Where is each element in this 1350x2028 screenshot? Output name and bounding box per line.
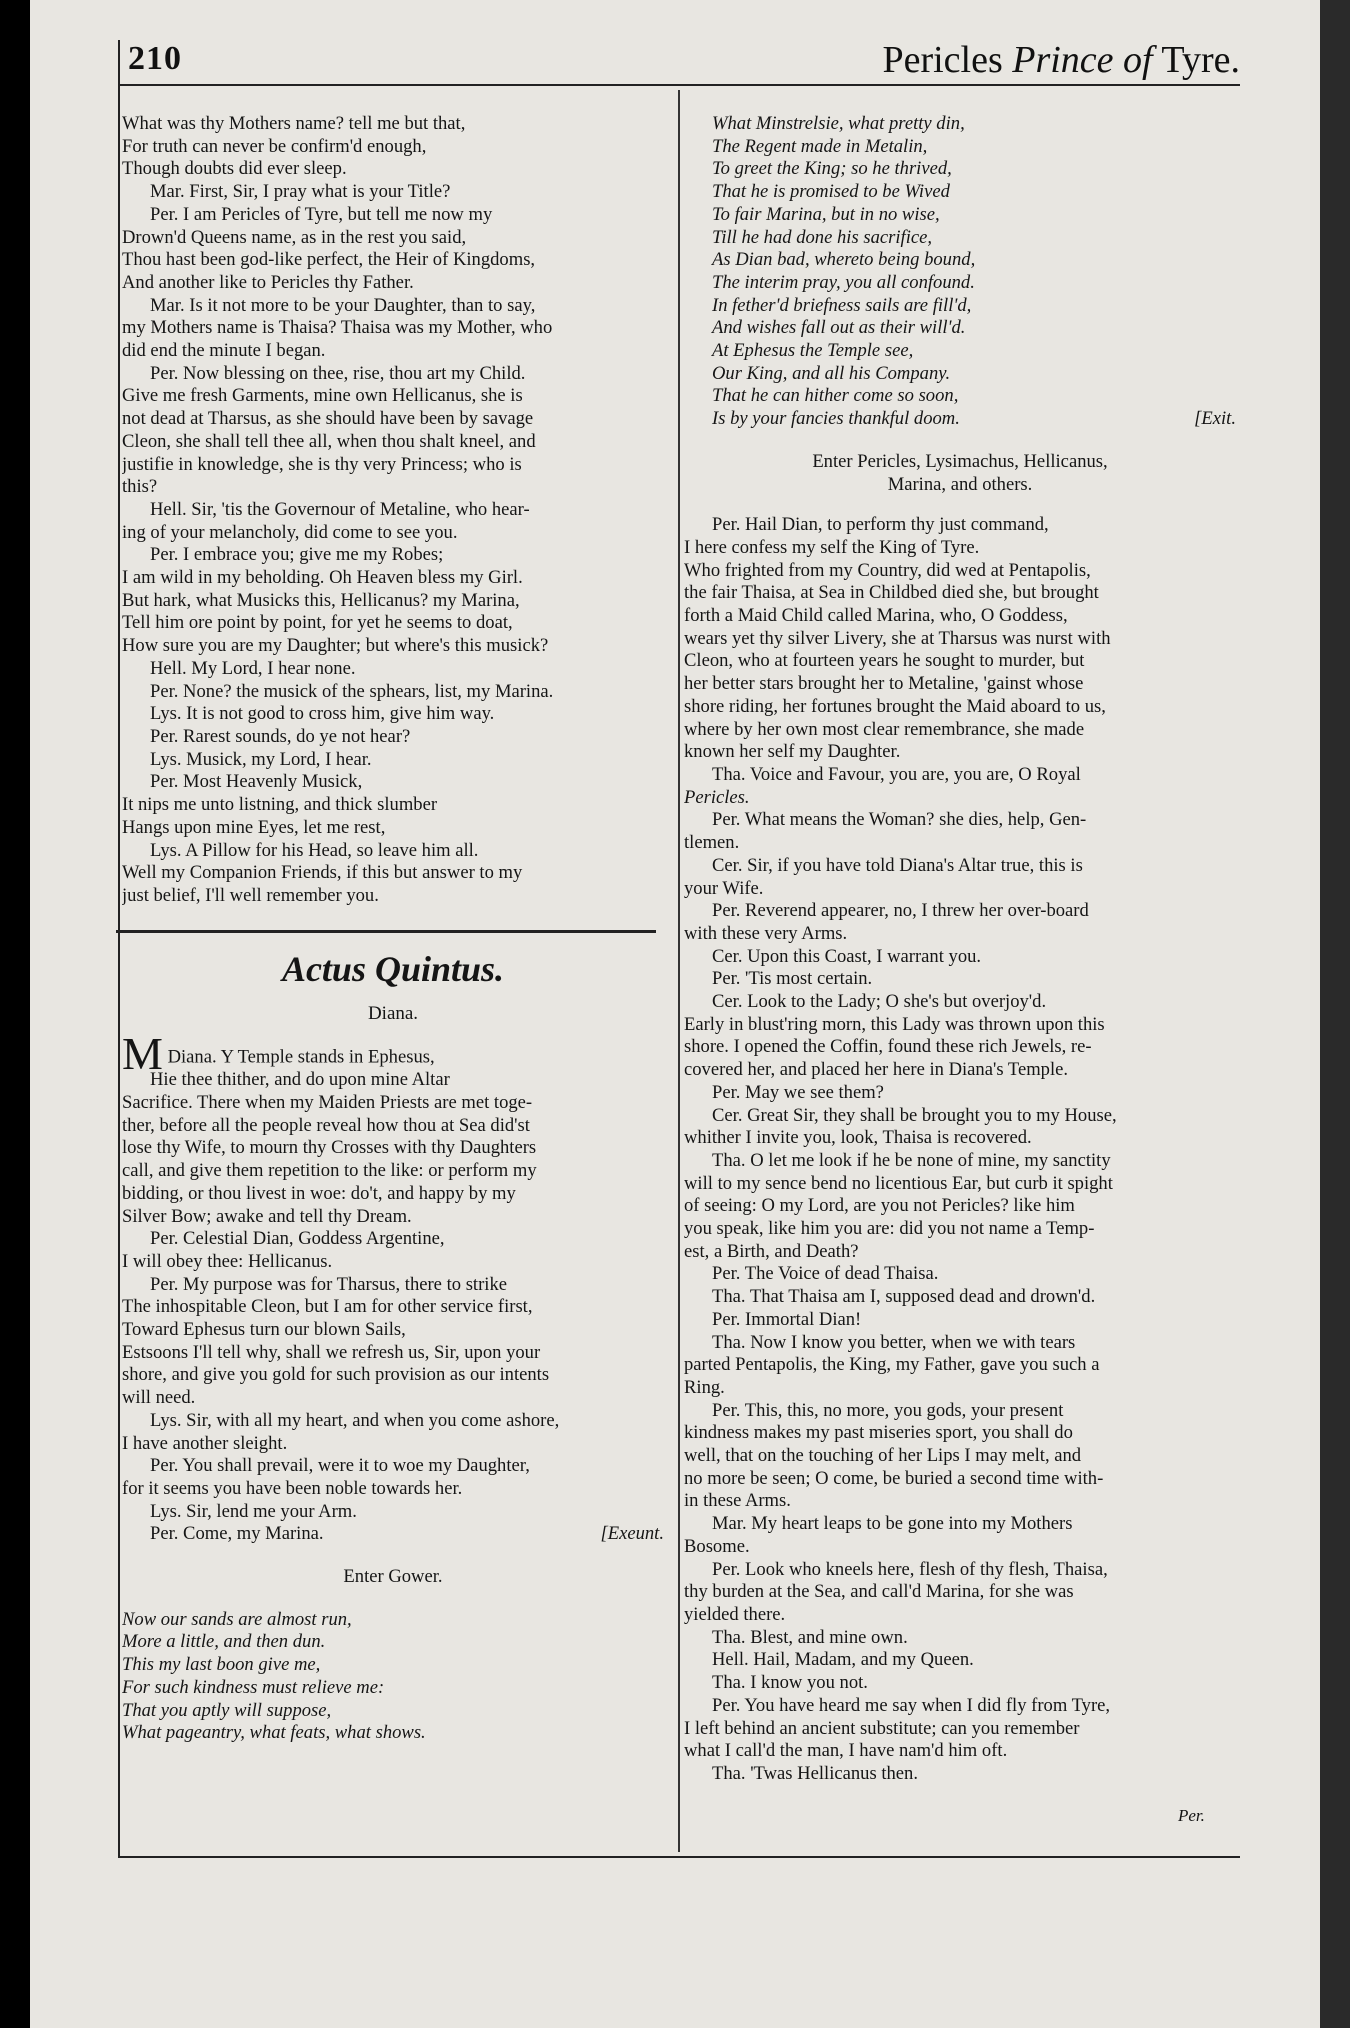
text-line: with these very Arms.: [684, 922, 848, 944]
text-line: Pericles.: [684, 786, 750, 808]
text-line: Bosome.: [684, 1535, 750, 1557]
text-line: you speak, like him you are: did you not name a Temp-: [684, 1218, 1095, 1240]
text-line: shore. I opened the Coffin, found these rich Jewels, re-: [684, 1036, 1092, 1058]
speech-line: Per. I am Pericles of Tyre, but tell me now my: [150, 203, 493, 225]
speech-line: Per. I embrace you; give me my Robes;: [150, 544, 444, 566]
text-line: lose thy Wife, to mourn thy Crosses with thy Daughters: [122, 1137, 537, 1159]
speech-line: Per. May we see them?: [712, 1081, 884, 1103]
verse-line: In fether'd briefness sails are fill'd,: [712, 294, 972, 316]
text-line: whither I invite you, look, Thaisa is recovered.: [684, 1127, 1032, 1149]
verse-line: What Minstrelsie, what pretty din,: [712, 113, 965, 134]
text-line: not dead at Tharsus, as she should have been by savage: [122, 408, 534, 430]
text-line: yielded there.: [684, 1604, 786, 1625]
text-line: Early in blust'ring morn, this Lady was thrown upon this: [684, 1013, 1105, 1035]
verse-line: As Dian bad, whereto being bound,: [712, 249, 976, 271]
scene-speaker-heading: Diana.: [367, 1002, 419, 1024]
verse-line: That you aptly will suppose,: [122, 1699, 332, 1721]
text-line: this?: [122, 476, 158, 498]
running-title-italic: Prince of: [1012, 39, 1153, 81]
text-line: Who frighted from my Country, did wed at Pentapolis,: [684, 559, 1091, 581]
speech-line: Per. Now blessing on thee, rise, thou art my Child.: [150, 362, 526, 384]
text-line: But hark, what Musicks this, Hellicanus? my Marina,: [122, 589, 520, 611]
text-line: Drown'd Queens name, as in the rest you said,: [122, 226, 467, 248]
speech-line: Per. Most Heavenly Musick,: [150, 771, 363, 793]
stage-direction: Enter Gower.: [343, 1566, 443, 1588]
text-line: known her self my Daughter.: [684, 741, 901, 763]
speech-line: Per. Immortal Dian!: [712, 1308, 862, 1330]
speech-line: Per. Look who kneels here, flesh of thy flesh, Thaisa,: [712, 1558, 1108, 1580]
text-line: For truth can never be confirm'd enough,: [122, 135, 427, 157]
text-line: shore, and give you gold for such provision as our intents: [122, 1364, 550, 1386]
text-line: Hangs upon mine Eyes, let me rest,: [122, 816, 386, 838]
text-line: of seeing: O my Lord, are you not Pericles? like him: [684, 1195, 1075, 1217]
text-line: Give me fresh Garments, mine own Hellicanus, she is: [122, 385, 523, 407]
left-border-rule: [118, 40, 120, 1858]
speech-line: Lys. It is not good to cross him, give him way.: [150, 703, 495, 725]
text-line: shore riding, her fortunes brought the Maid aboard to us,: [684, 695, 1106, 717]
speech-line: Per. Celestial Dian, Goddess Argentine,: [150, 1228, 445, 1250]
verse-line: For such kindness must relieve me:: [122, 1676, 385, 1698]
text-line: Though doubts did ever sleep.: [122, 158, 347, 180]
text-line: parted Pentapolis, the King, my Father, gave you such a: [684, 1354, 1100, 1376]
exeunt-direction: [Exeunt.: [600, 1523, 664, 1545]
speech-line: Lys. Sir, with all my heart, and when you come ashore,: [150, 1409, 560, 1431]
text-line: the fair Thaisa, at Sea in Childbed died she, but brought: [684, 582, 1099, 604]
page-number: 210: [128, 40, 182, 77]
text-line: thy burden at the Sea, and call'd Marina, for she was: [684, 1581, 1074, 1603]
speech-line: Per. 'Tis most certain.: [712, 968, 873, 990]
text-line: Thou hast been god-like perfect, the Heir of Kingdoms,: [122, 249, 536, 271]
right-column: [684, 113, 1236, 1786]
text-line: ing of your melancholy, did come to see you.: [122, 521, 458, 543]
speech-line: Per. You shall prevail, were it to woe my Daughter,: [150, 1455, 530, 1477]
text-line: her better stars brought her to Metaline, 'gainst whose: [684, 673, 1084, 695]
drop-cap-text: Diana. Y Temple stands in Ephesus,: [167, 1046, 435, 1068]
text-line: your Wife.: [684, 877, 764, 899]
speech-line: Per. The Voice of dead Thaisa.: [712, 1263, 939, 1285]
text-line: What was thy Mothers name? tell me but that,: [122, 113, 466, 134]
text-line: bidding, or thou livest in woe: do't, and happy by my: [122, 1182, 516, 1204]
running-title-end: Tyre.: [1152, 39, 1240, 81]
speech-line: Lys. A Pillow for his Head, so leave him all.: [150, 839, 479, 861]
speech-line: Hell. My Lord, I hear none.: [150, 657, 356, 679]
text-line: forth a Maid Child called Marina, who, O Goddess,: [684, 605, 1068, 627]
speech-line: Per. Hail Dian, to perform thy just command,: [712, 514, 1049, 536]
speech-line: Hell. Sir, 'tis the Governour of Metaline, who hear-: [150, 498, 530, 520]
text-line: ther, before all the people reveal how thou at Sea did'st: [122, 1114, 530, 1136]
facing-page-edge: [1320, 0, 1350, 2028]
drop-cap: M: [122, 1039, 163, 1070]
speech-line: Per. Reverend appearer, no, I threw her over-board: [712, 900, 1089, 922]
speech-line: Mar. Is it not more to be your Daughter, than to say,: [150, 294, 536, 316]
text-line: kindness makes my past miseries sport, you shall do: [684, 1422, 1073, 1444]
speech-line: Hell. Hail, Madam, and my Queen.: [712, 1649, 974, 1671]
text-line: Toward Ephesus turn our blown Sails,: [122, 1319, 406, 1341]
text-line: I left behind an ancient substitute; can you remember: [684, 1717, 1080, 1739]
text-line: did end the minute I began.: [122, 340, 326, 362]
verse-line: [684, 408, 1236, 431]
stage-direction: Marina, and others.: [887, 473, 1033, 495]
text-line: where by her own most clear remembrance, she made: [684, 718, 1085, 740]
text-line: will need.: [122, 1387, 196, 1409]
speech-line: Cer. Look to the Lady; O she's but overjoy'd.: [712, 991, 1047, 1013]
text-line: How sure you are my Daughter; but where's this musick?: [122, 635, 549, 657]
exit-direction: [Exit.: [1194, 408, 1236, 430]
text-line: Cleon, she shall tell thee all, when thou shalt kneel, and: [122, 430, 536, 452]
verse-line: The interim pray, you all confound.: [712, 271, 975, 293]
verse-line: To greet the King; so he thrived,: [712, 158, 952, 180]
text-line: And another like to Pericles thy Father.: [122, 271, 414, 293]
running-title-roman: Pericles: [882, 39, 1013, 81]
speech-line: Per. None? the musick of the sphears, list, my Marina.: [150, 680, 554, 702]
drop-cap-line: [122, 1039, 664, 1069]
verse-line: To fair Marina, but in no wise,: [712, 203, 940, 225]
text-line: Tell him ore point by point, for yet he seems to doat,: [122, 612, 513, 634]
speech-line: Cer. Upon this Coast, I warrant you.: [712, 945, 982, 967]
text-line: The inhospitable Cleon, but I am for other service first,: [122, 1296, 533, 1318]
speech-line: Lys. Sir, lend me your Arm.: [150, 1500, 357, 1522]
text-line: Cleon, who at fourteen years he sought to murder, but: [684, 650, 1085, 672]
speech-line: Tha. 'Twas Hellicanus then.: [712, 1762, 919, 1784]
column-divider: [678, 90, 680, 1852]
left-column: [122, 113, 664, 1745]
catchword: Per.: [1178, 1806, 1205, 1825]
verse-line: And wishes fall out as their will'd.: [712, 317, 966, 339]
text-line: Sacrifice. There when my Maiden Priests are met toge-: [122, 1092, 533, 1114]
text-line: what I call'd the man, I have nam'd him oft.: [684, 1740, 1008, 1762]
speech-line: Mar. My heart leaps to be gone into my Mothers: [712, 1513, 1073, 1535]
act-divider-rule: [116, 930, 656, 933]
verse-line: The Regent made in Metalin,: [712, 135, 928, 157]
text-line: Ring.: [684, 1376, 725, 1398]
verse-line: Now our sands are almost run,: [122, 1608, 352, 1630]
verse-line: What pageantry, what feats, what shows.: [122, 1722, 426, 1744]
speech-line: Per. This, this, no more, you gods, your present: [712, 1399, 1064, 1421]
verse-line: Our King, and all his Company.: [712, 362, 951, 384]
text-line: Well my Companion Friends, if this but answer to my: [122, 862, 523, 884]
text-line: for it seems you have been noble towards her.: [122, 1477, 463, 1499]
text-line: tlemen.: [684, 832, 740, 854]
speech-line: Tha. Voice and Favour, you are, you are, O Royal: [712, 763, 1081, 785]
footer-rule: [120, 1856, 1240, 1858]
verse-line: At Ephesus the Temple see,: [712, 340, 914, 362]
text-line: Estsoons I'll tell why, shall we refresh us, Sir, upon your: [122, 1341, 541, 1363]
header-rule: [120, 84, 1240, 86]
verse-line: This my last boon give me,: [122, 1654, 321, 1676]
speech-line: Lys. Musick, my Lord, I hear.: [150, 748, 372, 770]
speech-line: Tha. Now I know you better, when we with tears: [712, 1331, 1076, 1353]
speech-line: Per. You have heard me say when I did fly from Tyre,: [712, 1694, 1111, 1716]
running-title: [882, 38, 1240, 82]
text-line: I have another sleight.: [122, 1432, 288, 1454]
speech-line: Tha. I know you not.: [712, 1672, 868, 1694]
text-line: justifie in knowledge, she is thy very Princess; who is: [122, 453, 522, 475]
stage-direction: Enter Pericles, Lysimachus, Hellicanus,: [812, 450, 1108, 472]
speech-line: Per. My purpose was for Tharsus, there to strike: [150, 1273, 508, 1295]
text-line: call, and give them repetition to the like: or perform my: [122, 1160, 537, 1182]
speech-line: Cer. Sir, if you have told Diana's Altar true, this is: [712, 854, 1083, 876]
text-line: I will obey thee: Hellicanus.: [122, 1250, 333, 1272]
speech-text: Per. Come, my Marina.: [150, 1523, 324, 1545]
speech-line: Cer. Great Sir, they shall be brought you to my House,: [712, 1104, 1117, 1126]
text-line: Hie thee thither, and do upon mine Altar: [150, 1069, 450, 1091]
text-line: est, a Birth, and Death?: [684, 1240, 859, 1262]
speech-line: Tha. O let me look if he be none of mine, my sanctity: [712, 1149, 1111, 1171]
speech-line: [122, 1523, 664, 1546]
text-line: I here confess my self the King of Tyre.: [684, 536, 980, 558]
verse-line: More a little, and then dun.: [122, 1631, 326, 1653]
text-line: covered her, and placed her here in Diana's Temple.: [684, 1059, 1069, 1081]
speech-line: Tha. That Thaisa am I, supposed dead and drown'd.: [712, 1286, 1096, 1308]
speech-line: Per. What means the Woman? she dies, help, Gen-: [712, 809, 1087, 831]
text-line: my Mothers name is Thaisa? Thaisa was my Mother, who: [122, 317, 553, 339]
verse-text: Is by your fancies thankful doom.: [712, 408, 960, 430]
text-line: no more be seen; O come, be buried a second time with-: [684, 1467, 1104, 1489]
text-line: wears yet thy silver Livery, she at Tharsus was nurst with: [684, 627, 1111, 649]
verse-line: That he can hither come so soon,: [712, 385, 959, 407]
speech-line: Per. Rarest sounds, do ye not hear?: [150, 725, 411, 747]
act-heading: Actus Quintus.: [281, 948, 505, 989]
speech-line: Tha. Blest, and mine own.: [712, 1626, 908, 1648]
text-line: well, that on the touching of her Lips I may melt, and: [684, 1445, 1082, 1467]
text-line: just belief, I'll well remember you.: [122, 884, 379, 906]
text-line: I am wild in my beholding. Oh Heaven bless my Girl.: [122, 567, 523, 589]
text-line: will to my sence bend no licentious Ear, but curb it spight: [684, 1172, 1113, 1194]
text-line: It nips me unto listning, and thick slumber: [122, 794, 438, 816]
verse-line: Till he had done his sacrifice,: [712, 226, 933, 248]
text-line: in these Arms.: [684, 1490, 791, 1512]
speech-line: Mar. First, Sir, I pray what is your Title?: [150, 181, 451, 203]
text-line: Silver Bow; awake and tell thy Dream.: [122, 1205, 412, 1227]
verse-line: That he is promised to be Wived: [712, 181, 950, 203]
